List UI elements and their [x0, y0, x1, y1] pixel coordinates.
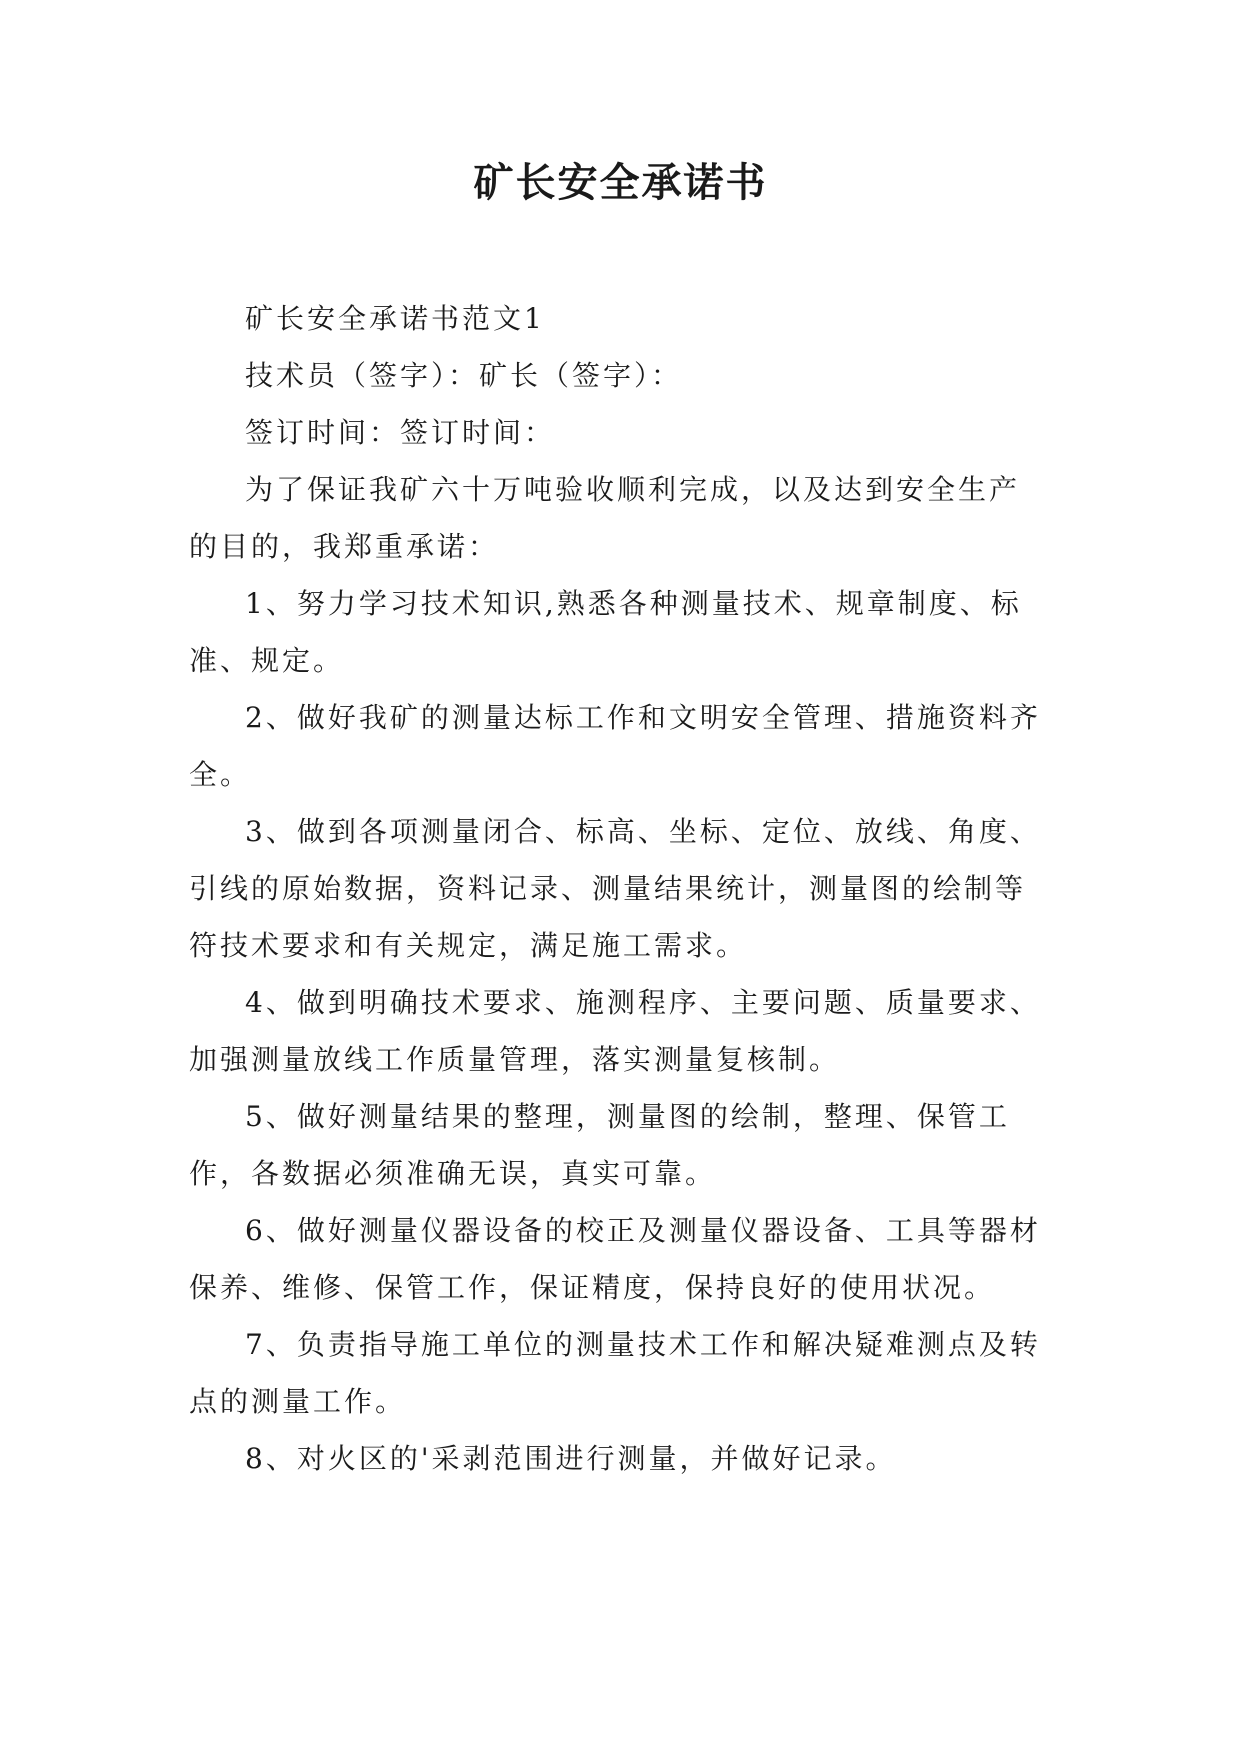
document-title: 矿长安全承诺书 — [473, 159, 768, 206]
paragraph-intro: 为了保证我矿六十万吨验收顺利完成，以及达到安全生产的目的，我郑重承诺： — [189, 473, 1021, 563]
paragraph-item-4: 4、做到明确技术要求、施测程序、主要问题、质量要求、加强测量放线工作质量管理，落实测量复核制。 — [189, 986, 1041, 1076]
paragraph-item-2: 2、做好我矿的测量达标工作和文明安全管理、措施资料齐全。 — [189, 701, 1041, 791]
paragraph-item-1: 1、努力学习技术知识,熟悉各种测量技术、规章制度、标准、规定。 — [189, 587, 1022, 677]
paragraph-sign-dates: 签订时间：签订时间： — [245, 416, 556, 449]
paragraph-signatures: 技术员（签字）：矿长（签字）： — [245, 359, 683, 392]
paragraph-item-3: 3、做到各项测量闭合、标高、坐标、定位、放线、角度、引线的原始数据，资料记录、测量结果统计，测量图的绘制等符技术要求和有关规定，满足施工需求。 — [189, 815, 1041, 962]
paragraph-sample-heading: 矿长安全承诺书范文1 — [245, 302, 545, 335]
paragraph-item-8: 8、对火区的'采剥范围进行测量，并做好记录。 — [245, 1442, 897, 1475]
document-body — [189, 290, 1049, 1487]
paragraph-item-7: 7、负责指导施工单位的测量技术工作和解决疑难测点及转点的测量工作。 — [189, 1328, 1041, 1418]
paragraph-item-5: 5、做好测量结果的整理，测量图的绘制，整理、保管工作，各数据必须准确无误，真实可靠。 — [189, 1100, 1010, 1190]
paragraph-item-6: 6、做好测量仪器设备的校正及测量仪器设备、工具等器材保养、维修、保管工作，保证精度，保持良好的使用状况。 — [189, 1214, 1041, 1304]
